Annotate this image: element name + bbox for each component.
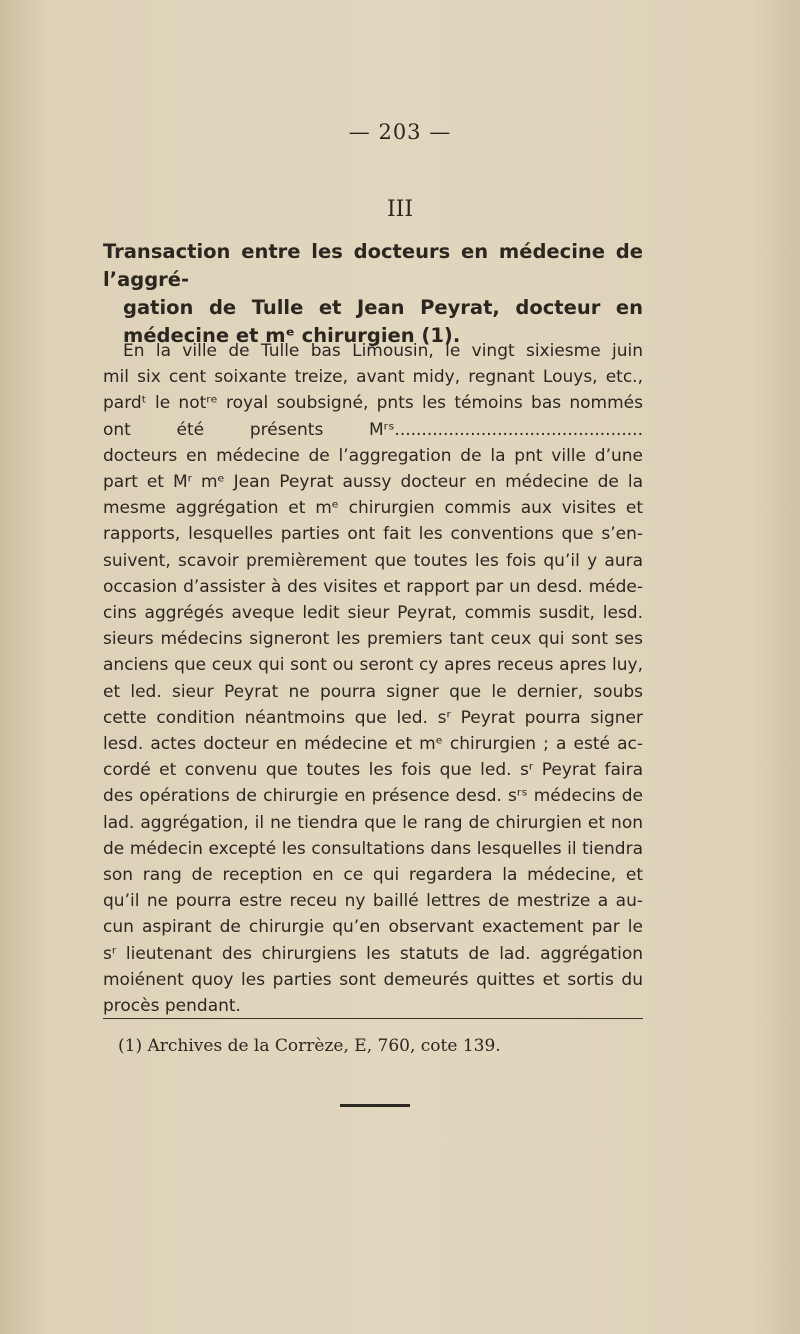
text-line: sʳ lieutenant des chirurgiens les statuts de lad. aggrégation [103,943,643,964]
text-line: lesd. actes docteur en médecine et mᵉ chirurgien ; a esté ac- [103,734,643,755]
text-line: suivent, scavoir premièrement que toutes les fois qu’il y aura [103,550,643,571]
text-line: pardᵗ le notʳᵉ royal soubsigné, pnts les témoins bas nommés [103,393,643,414]
title-line-rest: gation de Tulle et Jean Peyrat, docteur en médecine et mᵉ chirurgien (1). [123,296,643,347]
text-line: mil six cent soixante treize, avant midy, regnant Louys, etc., [103,367,643,388]
text-line: anciens que ceux qui sont ou seront cy apres receus apres luy, [103,655,643,676]
section-number: III [386,197,414,222]
text-line: ont été présents Mʳˢ.............................................. [103,419,643,440]
text-line: de médecin excepté les consultations dans lesquelles il tiendra [103,838,643,859]
text-line: lad. aggrégation, il ne tiendra que le rang de chirurgien et non [103,812,643,833]
text-line: mesme aggrégation et mᵉ chirurgien commis aux visites et [103,498,643,519]
text-line: et led. sieur Peyrat ne pourra signer que le dernier, soubs [103,681,643,702]
title-line-first: Transaction entre les docteurs en médecine de l’aggré- [103,240,643,291]
text-line: rapports, lesquelles parties ont fait les conventions que s’en- [103,524,643,545]
text-line: cordé et convenu que toutes les fois que led. sʳ Peyrat faira [103,760,643,781]
text-line: occasion d’assister à des visites et rapport par un desd. méde- [103,576,643,597]
text-line: cun aspirant de chirurgie qu’en observant exactement par le [103,917,643,938]
footnote-divider [103,1018,643,1019]
text-line: docteurs en médecine de l’aggregation de la pnt ville d’une [103,445,643,466]
footnote: (1) Archives de la Corrèze, E, 760, cote 139. [118,1036,501,1056]
document-title [103,238,643,350]
text-line: sieurs médecins signeront les premiers tant ceux qui sont ses [103,629,643,650]
text-line: son rang de reception en ce qui regardera la médecine, et [103,865,643,886]
text-line: procès pendant. [103,996,241,1017]
text-line: part et Mʳ mᵉ Jean Peyrat aussy docteur en médecine de la [103,472,643,493]
body-text [103,338,643,1019]
page-number: — 203 — [348,120,452,144]
text-line: En la ville de Tulle bas Limousin, le vingt sixiesme juin [123,341,643,361]
text-line: qu’il ne pourra estre receu ny baillé lettres de mestrize a au- [103,891,643,912]
text-line: cette condition néantmoins que led. sʳ Peyrat pourra signer [103,707,643,728]
text-line: cins aggrégés aveque ledit sieur Peyrat, commis susdit, lesd. [103,603,643,624]
text-line: moiénent quoy les parties sont demeurés quittes et sortis du [103,969,643,990]
end-rule [340,1104,410,1107]
text-line: des opérations de chirurgie en présence desd. sʳˢ médecins de [103,786,643,807]
